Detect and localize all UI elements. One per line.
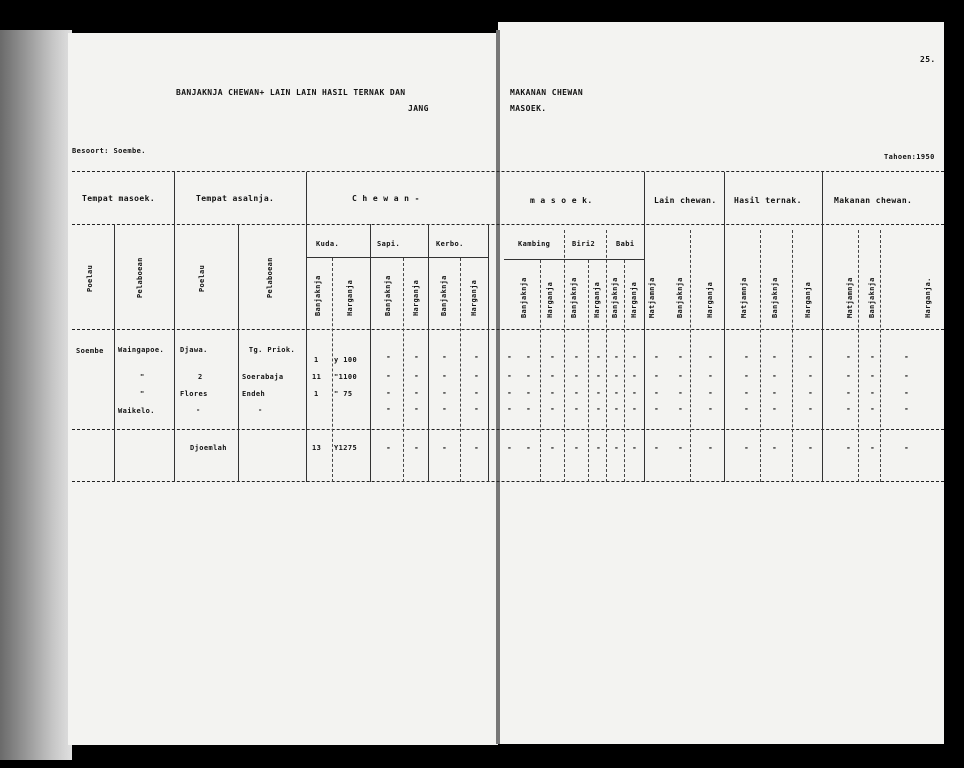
empty-cell-dash: -	[654, 352, 659, 361]
header-biri2: Biri2	[572, 240, 596, 248]
header-kuda: Kuda.	[316, 240, 340, 248]
row1-kuda-harga: y 100	[334, 356, 358, 364]
empty-cell-dash: -	[386, 371, 391, 380]
empty-cell-dash: -	[386, 443, 391, 452]
empty-cell-dash: -	[526, 371, 531, 380]
empty-cell-dash: -	[442, 404, 447, 413]
empty-cell-dash: -	[526, 443, 531, 452]
header-kerbo-harganja: Harganja	[470, 279, 478, 316]
header-biri2-harganja: Harganja	[593, 281, 601, 318]
col-rule	[238, 224, 239, 482]
empty-cell-dash: -	[474, 388, 479, 397]
header-asal-pelaboean: Pelaboean	[266, 257, 274, 298]
row4-pelaboean: Waikelo.	[118, 407, 155, 415]
header-makanan-matjamnja: Matjamnja	[846, 277, 854, 318]
empty-cell-dash: -	[574, 404, 579, 413]
empty-cell-dash: -	[386, 352, 391, 361]
empty-cell-dash: -	[574, 443, 579, 452]
header-poelau: Poelau	[86, 264, 94, 292]
rule-top	[72, 171, 944, 172]
book-edge	[0, 30, 72, 760]
col-rule	[332, 258, 333, 482]
empty-cell-dash: -	[442, 352, 447, 361]
empty-cell-dash: -	[744, 352, 749, 361]
empty-cell-dash: -	[414, 443, 419, 452]
row3-asal-pelaboean: Endeh	[242, 390, 266, 398]
empty-cell-dash: -	[678, 443, 683, 452]
empty-cell-dash: -	[708, 371, 713, 380]
empty-cell-dash: -	[507, 443, 512, 452]
empty-cell-dash: -	[474, 371, 479, 380]
header-sapi-banjaknja: Banjaknja	[384, 275, 392, 316]
col-rule	[624, 260, 625, 482]
empty-cell-dash: -	[507, 371, 512, 380]
row1-poelau: Soembe	[76, 347, 104, 355]
title-left-line1: BANJAKNJA CHEWAN+ LAIN LAIN HASIL TERNAK DAN	[176, 88, 406, 97]
header-pelaboean: Pelaboean	[136, 257, 144, 298]
empty-cell-dash: -	[474, 404, 479, 413]
row1-asal-poelau: Djawa.	[180, 346, 208, 354]
page-number: 25.	[920, 55, 936, 64]
header-hasil-banjaknja: Banjaknja	[771, 277, 779, 318]
header-lain-matjamnja: Matjamnja	[648, 277, 656, 318]
empty-cell-dash: -	[904, 352, 909, 361]
header-kuda-harganja: Harganja	[346, 279, 354, 316]
empty-cell-dash: -	[507, 404, 512, 413]
row2-pelaboean: "	[140, 373, 145, 381]
empty-cell-dash: -	[846, 388, 851, 397]
empty-cell-dash: -	[386, 404, 391, 413]
header-makanan-chewan: Makanan chewan.	[834, 196, 913, 205]
row2-asal-pelaboean: Soerabaja	[242, 373, 284, 381]
empty-cell-dash: -	[708, 404, 713, 413]
header-makanan-banjaknja: Banjaknja	[868, 277, 876, 318]
empty-cell-dash: -	[870, 352, 875, 361]
col-rule	[460, 258, 461, 482]
empty-cell-dash: -	[744, 404, 749, 413]
empty-cell-dash: -	[870, 371, 875, 380]
left-page	[68, 33, 498, 745]
empty-cell-dash: -	[808, 352, 813, 361]
empty-cell-dash: -	[442, 443, 447, 452]
col-rule	[540, 260, 541, 482]
empty-cell-dash: -	[414, 352, 419, 361]
header-kuda-banjaknja: Banjaknja	[314, 275, 322, 316]
header-sapi-harganja: Harganja	[412, 279, 420, 316]
empty-cell-dash: -	[474, 352, 479, 361]
empty-cell-dash: -	[596, 352, 601, 361]
empty-cell-dash: -	[846, 404, 851, 413]
header-tempat-masoek: Tempat masoek.	[82, 194, 156, 203]
empty-cell-dash: -	[414, 388, 419, 397]
row3-kuda-harga: " 75	[334, 390, 353, 398]
row3-asal-poelau: Flores	[180, 390, 208, 398]
empty-cell-dash: -	[632, 352, 637, 361]
col-rule	[822, 172, 823, 482]
empty-cell-dash: -	[550, 371, 555, 380]
row1-pelaboean: Waingapoe.	[118, 346, 165, 354]
empty-cell-dash: -	[904, 388, 909, 397]
empty-cell-dash: -	[708, 443, 713, 452]
rule-total-top	[72, 429, 944, 430]
total-kuda-harga: Y1275	[334, 444, 358, 452]
rule-header-mid	[72, 224, 944, 225]
empty-cell-dash: -	[596, 443, 601, 452]
col-rule	[858, 230, 859, 482]
empty-cell-dash: -	[526, 404, 531, 413]
col-rule	[880, 230, 881, 482]
header-babi: Babi	[616, 240, 635, 248]
empty-cell-dash: -	[870, 388, 875, 397]
header-biri2-banjaknja: Banjaknja	[570, 277, 578, 318]
header-babi-banjaknja: Banjaknja	[611, 277, 619, 318]
empty-cell-dash: -	[808, 371, 813, 380]
empty-cell-dash: -	[678, 352, 683, 361]
col-rule	[488, 224, 489, 482]
header-kambing-banjaknja: Banjaknja	[520, 277, 528, 318]
empty-cell-dash: -	[846, 371, 851, 380]
empty-cell-dash: -	[870, 404, 875, 413]
row1-kuda-banjak: 1	[314, 356, 319, 364]
empty-cell-dash: -	[654, 371, 659, 380]
rule-bottom	[72, 481, 944, 482]
col-rule	[114, 224, 115, 482]
col-rule	[724, 172, 725, 482]
empty-cell-dash: -	[904, 443, 909, 452]
empty-cell-dash: -	[614, 352, 619, 361]
empty-cell-dash: -	[574, 371, 579, 380]
empty-cell-dash: -	[614, 404, 619, 413]
empty-cell-dash: -	[654, 404, 659, 413]
empty-cell-dash: -	[550, 388, 555, 397]
empty-cell-dash: -	[808, 404, 813, 413]
header-kerbo: Kerbo.	[436, 240, 464, 248]
empty-cell-dash: -	[808, 443, 813, 452]
empty-cell-dash: -	[846, 352, 851, 361]
empty-cell-dash: -	[904, 404, 909, 413]
empty-cell-dash: -	[772, 443, 777, 452]
total-kuda-banjak: 13	[312, 444, 322, 452]
empty-cell-dash: -	[772, 352, 777, 361]
empty-cell-dash: -	[507, 352, 512, 361]
empty-cell-dash: -	[808, 388, 813, 397]
title-right-line2: MASOEK.	[510, 104, 547, 113]
header-lain-harganja: Harganja	[706, 281, 714, 318]
row2-kuda-banjak: 11	[312, 373, 322, 381]
empty-cell-dash: -	[550, 352, 555, 361]
header-makanan-harganja: Harganja.	[924, 277, 932, 318]
empty-cell-dash: -	[386, 388, 391, 397]
row4-asal-pelaboean: -	[258, 406, 263, 414]
col-rule	[174, 172, 175, 482]
empty-cell-dash: -	[708, 388, 713, 397]
empty-cell-dash: -	[772, 404, 777, 413]
header-kambing: Kambing	[518, 240, 551, 248]
empty-cell-dash: -	[904, 371, 909, 380]
header-chewan: C h e w a n -	[352, 194, 420, 203]
header-kerbo-banjaknja: Banjaknja	[440, 275, 448, 316]
col-rule	[690, 230, 691, 482]
header-hasil-ternak: Hasil ternak.	[734, 196, 802, 205]
year-label: Tahoen:1950	[884, 153, 935, 161]
row1-asal-pelaboean: Tg. Priok.	[248, 346, 296, 354]
empty-cell-dash: -	[414, 404, 419, 413]
empty-cell-dash: -	[708, 352, 713, 361]
col-rule	[428, 224, 429, 482]
header-sapi: Sapi.	[377, 240, 401, 248]
empty-cell-dash: -	[846, 443, 851, 452]
header-hasil-matjamnja: Matjamnja	[740, 277, 748, 318]
empty-cell-dash: -	[632, 371, 637, 380]
col-rule	[403, 258, 404, 482]
rule-animal-sub-right	[504, 259, 644, 260]
empty-cell-dash: -	[442, 388, 447, 397]
empty-cell-dash: -	[870, 443, 875, 452]
empty-cell-dash: -	[596, 388, 601, 397]
rule-header-bottom	[72, 329, 944, 330]
row2-asal-poelau: 2	[198, 373, 203, 381]
header-tempat-asalnja: Tempat asalnja.	[196, 194, 275, 203]
empty-cell-dash: -	[442, 371, 447, 380]
empty-cell-dash: -	[526, 388, 531, 397]
header-asal-poelau: Poelau	[198, 264, 206, 292]
empty-cell-dash: -	[632, 404, 637, 413]
empty-cell-dash: -	[574, 388, 579, 397]
row4-asal-poelau: -	[196, 406, 201, 414]
col-rule	[760, 230, 761, 482]
empty-cell-dash: -	[654, 443, 659, 452]
empty-cell-dash: -	[614, 443, 619, 452]
empty-cell-dash: -	[596, 371, 601, 380]
title-right-line1: MAKANAN CHEWAN	[510, 88, 584, 97]
empty-cell-dash: -	[596, 404, 601, 413]
col-rule	[588, 260, 589, 482]
empty-cell-dash: -	[744, 388, 749, 397]
empty-cell-dash: -	[632, 443, 637, 452]
col-rule	[564, 230, 565, 482]
col-rule	[370, 224, 371, 482]
empty-cell-dash: -	[474, 443, 479, 452]
empty-cell-dash: -	[678, 404, 683, 413]
empty-cell-dash: -	[507, 388, 512, 397]
total-label: Djoemlah	[190, 444, 227, 452]
empty-cell-dash: -	[772, 371, 777, 380]
header-hasil-harganja: Harganja	[804, 281, 812, 318]
empty-cell-dash: -	[772, 388, 777, 397]
empty-cell-dash: -	[574, 352, 579, 361]
empty-cell-dash: -	[614, 371, 619, 380]
empty-cell-dash: -	[526, 352, 531, 361]
empty-cell-dash: -	[614, 388, 619, 397]
page-gutter	[496, 30, 500, 744]
empty-cell-dash: -	[550, 443, 555, 452]
row2-kuda-harga: "1100	[334, 373, 358, 381]
empty-cell-dash: -	[414, 371, 419, 380]
col-rule	[306, 172, 307, 482]
title-left-line2: JANG	[408, 104, 429, 113]
header-kambing-harganja: Harganja	[546, 281, 554, 318]
row3-kuda-banjak: 1	[314, 390, 319, 398]
header-masoek: m a s o e k.	[530, 196, 593, 205]
empty-cell-dash: -	[744, 371, 749, 380]
onderafdeling-label: Besoort: Soembe.	[72, 147, 146, 155]
empty-cell-dash: -	[678, 388, 683, 397]
header-babi-harganja: Harganja	[630, 281, 638, 318]
empty-cell-dash: -	[678, 371, 683, 380]
header-lain-chewan: Lain chewan.	[654, 196, 717, 205]
col-rule	[644, 172, 645, 482]
header-lain-banjaknja: Banjaknja	[676, 277, 684, 318]
empty-cell-dash: -	[744, 443, 749, 452]
empty-cell-dash: -	[550, 404, 555, 413]
row3-pelaboean: "	[140, 390, 145, 398]
col-rule	[606, 230, 607, 482]
empty-cell-dash: -	[654, 388, 659, 397]
empty-cell-dash: -	[632, 388, 637, 397]
col-rule	[792, 230, 793, 482]
